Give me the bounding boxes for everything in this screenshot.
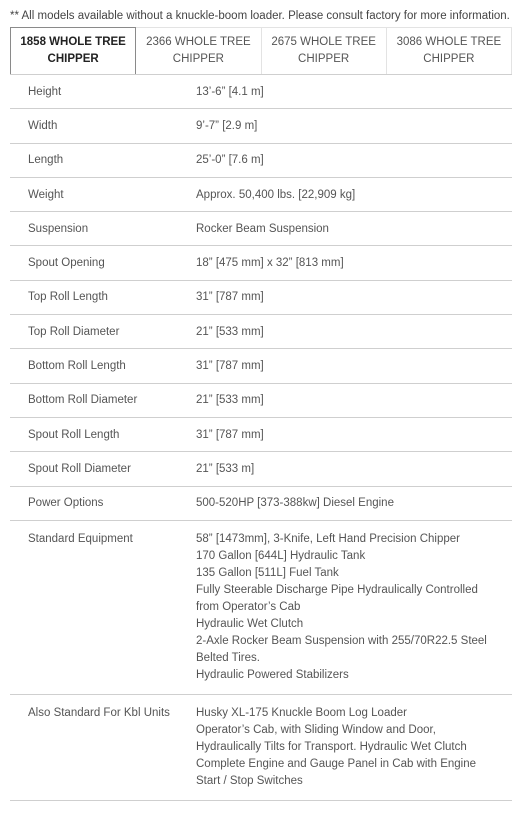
- tab-label-line2: CHIPPER: [47, 53, 99, 65]
- spec-row-kbl-units: [10, 695, 512, 801]
- spec-label: Width: [28, 119, 58, 132]
- spec-table: [10, 74, 512, 801]
- spec-label: Height: [28, 85, 62, 98]
- tab-label-line2: CHIPPER: [423, 53, 475, 65]
- spec-value: 13’-6” [4.1 m]: [196, 85, 264, 98]
- spec-label: Spout Roll Diameter: [28, 462, 131, 475]
- spec-value-line: Hydraulically Tilts for Transport. Hydraulic Wet Clutch: [196, 740, 467, 753]
- tab-label-line2: CHIPPER: [172, 53, 224, 65]
- spec-label: Length: [28, 154, 64, 167]
- spec-row-standard-equipment: [10, 521, 512, 695]
- spec-value-line: Start / Stop Switches: [196, 774, 303, 787]
- model-tabs: [10, 27, 512, 75]
- spec-label: Also Standard For Kbl Units: [28, 706, 170, 719]
- spec-label: Weight: [28, 188, 64, 201]
- spec-value: Approx. 50,400 lbs. [22,909 kg]: [196, 188, 356, 201]
- spec-row-length: [10, 144, 512, 178]
- spec-value-line: Fully Steerable Discharge Pipe Hydraulically Controlled: [196, 583, 478, 596]
- spec-row-suspension: [10, 212, 512, 246]
- spec-value-list: [196, 531, 512, 684]
- spec-value-list: [196, 705, 512, 790]
- spec-value-line: 58” [1473mm], 3-Knife, Left Hand Precision Chipper: [196, 532, 460, 545]
- spec-label: Standard Equipment: [28, 532, 133, 545]
- tab-3086-whole-tree-chipper[interactable]: [387, 27, 512, 75]
- tab-label-line1: 1858 WHOLE TREE: [20, 36, 126, 48]
- spec-value: 21” [533 mm]: [196, 325, 264, 338]
- tab-label-line1: 3086 WHOLE TREE: [396, 36, 502, 48]
- spec-row-bottom-roll-length: [10, 349, 512, 383]
- spec-value: 9’-7” [2.9 m]: [196, 119, 258, 132]
- spec-value-line: 135 Gallon [511L] Fuel Tank: [196, 566, 339, 579]
- spec-value: 21” [533 m]: [196, 462, 255, 475]
- spec-row-height: [10, 75, 512, 109]
- spec-label: Spout Roll Length: [28, 428, 120, 441]
- spec-value: 500-520HP [373-388kw] Diesel Engine: [196, 497, 394, 510]
- spec-value-line: Belted Tires.: [196, 651, 260, 664]
- tab-2675-whole-tree-chipper[interactable]: [262, 27, 387, 75]
- spec-row-spout-roll-length: [10, 418, 512, 452]
- spec-value-line: Complete Engine and Gauge Panel in Cab with Engine: [196, 757, 477, 770]
- spec-value: 31” [787 mm]: [196, 291, 264, 304]
- spec-row-top-roll-length: [10, 281, 512, 315]
- spec-value-line: Husky XL-175 Knuckle Boom Log Loader: [196, 706, 407, 719]
- spec-value: Rocker Beam Suspension: [196, 222, 329, 235]
- spec-value-line: Operator’s Cab, with Sliding Window and Door,: [196, 723, 436, 736]
- spec-value: 31” [787 mm]: [196, 360, 264, 373]
- spec-row-top-roll-diameter: [10, 315, 512, 349]
- spec-row-bottom-roll-diameter: [10, 384, 512, 418]
- spec-row-spout-opening: [10, 246, 512, 280]
- tab-1858-whole-tree-chipper[interactable]: [10, 27, 136, 75]
- tab-label-line2: CHIPPER: [298, 53, 350, 65]
- loader-note: ** All models available without a knuckle-boom loader. Please consult factory for more information.: [10, 10, 510, 22]
- spec-value: 18” [475 mm] x 32” [813 mm]: [196, 257, 344, 270]
- spec-label: Power Options: [28, 497, 104, 510]
- spec-value: 31” [787 mm]: [196, 428, 264, 441]
- spec-value: 25’-0” [7.6 m]: [196, 154, 264, 167]
- spec-value-line: Hydraulic Powered Stabilizers: [196, 668, 349, 681]
- spec-row-width: [10, 109, 512, 143]
- spec-value-line: Hydraulic Wet Clutch: [196, 617, 304, 630]
- spec-label: Top Roll Diameter: [28, 325, 120, 338]
- spec-value-line: from Operator’s Cab: [196, 600, 301, 613]
- spec-row-power-options: [10, 487, 512, 521]
- spec-row-spout-roll-diameter: [10, 452, 512, 486]
- spec-row-weight: [10, 178, 512, 212]
- spec-label: Spout Opening: [28, 257, 105, 270]
- tab-2366-whole-tree-chipper[interactable]: [136, 27, 261, 75]
- spec-value: 21” [533 mm]: [196, 394, 264, 407]
- spec-label: Bottom Roll Diameter: [28, 394, 138, 407]
- spec-label: Top Roll Length: [28, 291, 108, 304]
- spec-label: Suspension: [28, 222, 89, 235]
- tab-label-line1: 2366 WHOLE TREE: [146, 36, 251, 48]
- tab-label-line1: 2675 WHOLE TREE: [271, 36, 376, 48]
- spec-label: Bottom Roll Length: [28, 360, 126, 373]
- spec-value-line: 2-Axle Rocker Beam Suspension with 255/70R22.5 Steel: [196, 634, 487, 647]
- spec-value-line: 170 Gallon [644L] Hydraulic Tank: [196, 549, 366, 562]
